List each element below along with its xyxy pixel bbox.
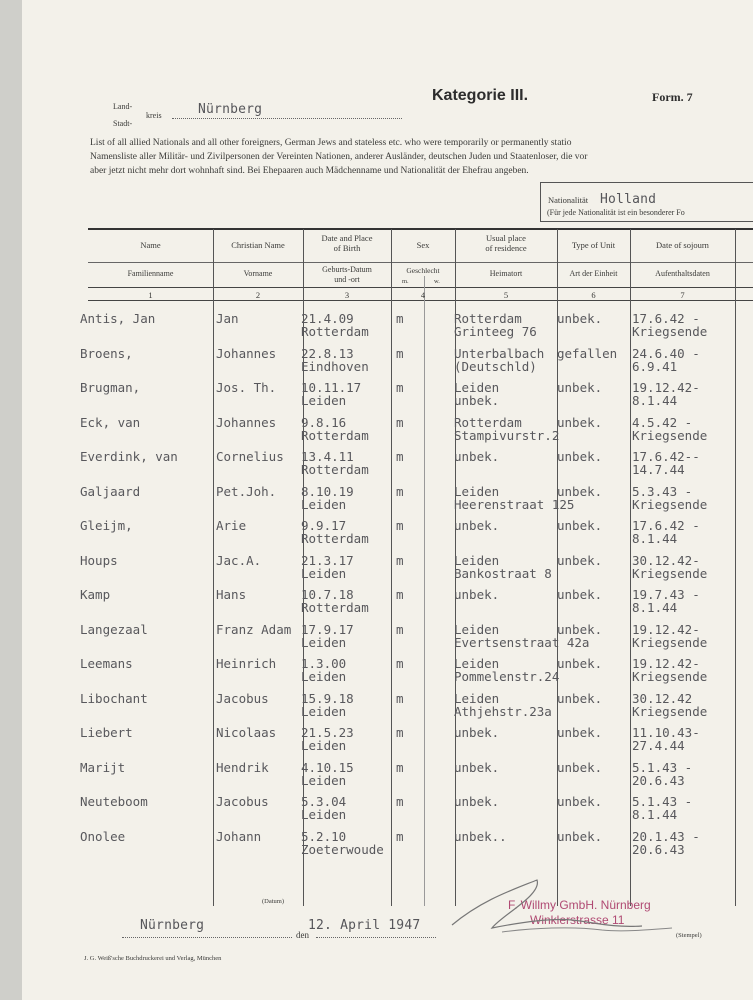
date-label: (Datum) — [262, 898, 285, 905]
intro-line-de: Namensliste aller Militär- und Zivilpersonen der Vereinten Nationen, anderer Ausländer, deutschen Juden und Staatenloser, die vor — [90, 152, 588, 162]
cell-sex: m — [396, 621, 404, 637]
cell-sojourn: 17.6.42-- 14.7.44 — [632, 449, 700, 477]
cell-residence: Leiden Athjehstr.23a — [454, 690, 552, 719]
cell-name: Galjaard — [80, 483, 141, 499]
cell-birth: 8.10.19 Leiden — [301, 483, 354, 512]
cell-sex: m — [396, 552, 404, 568]
cell-sex: m — [396, 725, 404, 740]
col-number-6: 6 — [591, 290, 596, 300]
col-header-sex-w: w. — [434, 278, 440, 285]
cell-vorname: Hans — [216, 587, 247, 602]
cell-birth: 17.9.17 Leiden — [301, 621, 354, 650]
col-header-sex-m: m. — [402, 278, 409, 285]
stamp-label: (Stempel) — [676, 932, 702, 939]
cell-vorname: Heinrich — [216, 656, 277, 671]
cell-name: Houps — [80, 552, 118, 568]
cell-sojourn: 5.3.43 - Kriegsende — [632, 483, 708, 512]
table-number-rule — [88, 300, 753, 301]
col-number-2: 2 — [255, 290, 261, 300]
cell-sojourn: 24.6.40 - 6.9.41 — [632, 345, 700, 374]
cell-unit: unbek. — [557, 828, 603, 844]
cell-unit: unbek. — [557, 483, 603, 499]
cell-sex: m — [396, 518, 404, 533]
cell-vorname: Franz Adam — [216, 621, 292, 637]
col-number-7: 7 — [680, 290, 685, 300]
cell-name: Neuteboom — [80, 794, 148, 809]
cell-residence: unbek. — [454, 725, 500, 740]
cell-residence: Leiden Evertsenstraat 42a — [454, 621, 590, 650]
cell-name: Liebert — [80, 725, 133, 740]
land-label: Land- — [113, 102, 133, 111]
cell-birth: 13.4.11 Rotterdam — [301, 449, 369, 477]
cell-unit: unbek. — [557, 656, 603, 671]
col-header-sex-de: Geschlecht — [406, 266, 440, 275]
cell-unit: unbek. — [557, 449, 603, 464]
col-header-vorname-de: Vorname — [243, 269, 273, 278]
cell-unit: unbek. — [557, 380, 603, 395]
kreis-underline — [172, 118, 402, 119]
cell-sojourn: 20.1.43 - 20.6.43 — [632, 828, 700, 857]
col-header-birth-en: Date and Place of Birth — [321, 233, 373, 253]
cell-name: Libochant — [80, 690, 148, 706]
signature-mark — [442, 870, 702, 940]
cell-unit: unbek. — [557, 759, 603, 775]
cell-sex: m — [396, 794, 404, 809]
cell-residence: unbek. — [454, 794, 500, 809]
col-number-5: 5 — [503, 290, 509, 300]
cell-birth: 21.4.09 Rotterdam — [301, 311, 369, 339]
cell-residence: unbek. — [454, 449, 500, 464]
col-divider-6 — [630, 229, 631, 906]
nationality-label: Nationalität — [548, 195, 589, 205]
cell-residence: Unterbalbach (Deutschld) — [454, 345, 545, 374]
cell-name: Eck, van — [80, 414, 141, 430]
cell-vorname: Hendrik — [216, 759, 269, 775]
col-header-name-de: Familienname — [127, 269, 174, 278]
cell-sojourn: 19.12.42- 8.1.44 — [632, 380, 700, 408]
col-header-unit-de: Art der Einheit — [569, 269, 618, 278]
kreis-label: kreis — [146, 111, 162, 120]
cell-sojourn: 19.7.43 - 8.1.44 — [632, 587, 700, 615]
cell-vorname: Jacobus — [216, 794, 269, 809]
col-number-1: 1 — [148, 290, 153, 300]
cell-birth: 21.5.23 Leiden — [301, 725, 354, 753]
cell-vorname: Johann — [216, 828, 262, 844]
col-divider-3 — [391, 229, 392, 906]
cell-vorname: Johannes — [216, 414, 277, 430]
cell-birth: 4.10.15 Leiden — [301, 759, 354, 788]
cell-vorname: Cornelius — [216, 449, 284, 464]
cell-name: Kamp — [80, 587, 111, 602]
col-header-unit-en: Type of Unit — [571, 240, 616, 250]
cell-sex: m — [396, 656, 404, 671]
cell-sex: m — [396, 449, 404, 464]
cell-unit: unbek. — [557, 690, 603, 706]
place-underline — [122, 937, 292, 938]
cell-birth: 10.7.18 Rotterdam — [301, 587, 369, 615]
cell-vorname: Jos. Th. — [216, 380, 277, 395]
cell-vorname: Arie — [216, 518, 247, 533]
table-header-rule — [88, 287, 753, 288]
cell-sojourn: 5.1.43 - 8.1.44 — [632, 794, 693, 822]
cell-sojourn: 30.12.42- Kriegsende — [632, 552, 708, 581]
printer-credit: J. G. Weiß'sche Buchdruckerei und Verlag, München — [84, 955, 222, 962]
cell-sex: m — [396, 587, 404, 602]
cell-residence: Leiden Pommelenstr.24 — [454, 656, 560, 684]
table-top-rule — [88, 228, 753, 230]
intro-line-en: List of all allied Nationals and all other foreigners, German Jews and stateless etc. who were temporarily or permanently statio — [90, 138, 572, 148]
cell-sex: m — [396, 380, 404, 395]
cell-unit: unbek. — [557, 621, 603, 637]
cell-sojourn: 19.12.42- Kriegsende — [632, 656, 708, 684]
cell-sojourn: 17.6.42 - 8.1.44 — [632, 518, 700, 546]
cell-name: Langezaal — [80, 621, 148, 637]
cell-residence: unbek. — [454, 759, 500, 775]
nationality-value: Holland — [600, 192, 657, 207]
cell-residence: Rotterdam Stampivurstr.2 — [454, 414, 560, 443]
form-number: Form. 7 — [652, 90, 693, 104]
col-header-sojourn-en: Date of sojourn — [656, 240, 709, 250]
document-sheet — [22, 0, 753, 1000]
cell-birth: 5.2.10 Zoeterwoude — [301, 828, 384, 857]
cell-name: Brugman, — [80, 380, 141, 395]
cell-sojourn: 30.12.42 Kriegsende — [632, 690, 708, 719]
cell-birth: 9.9.17 Rotterdam — [301, 518, 369, 546]
cell-sex: m — [396, 759, 404, 775]
cell-name: Antis, Jan — [80, 311, 156, 326]
cell-name: Broens, — [80, 345, 133, 361]
cell-unit: unbek. — [557, 552, 603, 568]
cell-birth: 9.8.16 Rotterdam — [301, 414, 369, 443]
col-header-birth-de: Geburts-Datum und -ort — [322, 265, 372, 284]
stamp-line-2: Winklerstrasse 11 — [530, 913, 625, 927]
cell-birth: 22.8.13 Eindhoven — [301, 345, 369, 374]
cell-sex: m — [396, 414, 404, 430]
col-header-vorname-en: Christian Name — [231, 240, 285, 250]
col-divider-1 — [213, 229, 214, 906]
cell-sojourn: 5.1.43 - 20.6.43 — [632, 759, 693, 788]
cell-name: Marijt — [80, 759, 126, 775]
cell-sex: m — [396, 483, 404, 499]
cell-unit: unbek. — [557, 518, 603, 533]
footer-place: Nürnberg — [140, 918, 205, 933]
cell-name: Gleijm, — [80, 518, 133, 533]
cell-unit: unbek. — [557, 587, 603, 602]
cell-vorname: Jan — [216, 311, 239, 326]
date-underline — [316, 937, 436, 938]
cell-residence: unbek.. — [454, 828, 507, 844]
col-header-name-en: Name — [140, 240, 161, 250]
stadt-label: Stadt- — [113, 119, 133, 128]
cell-name: Leemans — [80, 656, 133, 671]
footer-date: 12. April 1947 — [308, 918, 421, 933]
cell-residence: Rotterdam Grinteeg 76 — [454, 311, 537, 339]
cell-sojourn: 19.12.42- Kriegsende — [632, 621, 708, 650]
cell-residence: Leiden Heerenstraat 125 — [454, 483, 575, 512]
nationality-note: (Für jede Nationalität ist ein besonderer Fo — [547, 208, 685, 217]
cell-sex: m — [396, 345, 404, 361]
cell-birth: 5.3.04 Leiden — [301, 794, 347, 822]
den-label: den — [296, 930, 309, 940]
cell-birth: 1.3.00 Leiden — [301, 656, 347, 684]
cell-sex: m — [396, 311, 404, 326]
cell-vorname: Jacobus — [216, 690, 269, 706]
cell-birth: 15.9.18 Leiden — [301, 690, 354, 719]
col-header-residence-en: Usual place of residence — [485, 233, 527, 253]
cell-unit: unbek. — [557, 794, 603, 809]
cell-sojourn: 4.5.42 - Kriegsende — [632, 414, 708, 443]
cell-vorname: Pet.Joh. — [216, 483, 277, 499]
stamp-line-1: F. Willmy GmbH. Nürnberg — [508, 898, 651, 912]
cell-vorname: Nicolaas — [216, 725, 277, 740]
cell-sex: m — [396, 828, 404, 844]
cell-vorname: Johannes — [216, 345, 277, 361]
cell-sojourn: 11.10.43- 27.4.44 — [632, 725, 700, 753]
cell-residence: Leiden unbek. — [454, 380, 500, 408]
col-number-3: 3 — [344, 290, 350, 300]
cell-residence: Leiden Bankostraat 8 — [454, 552, 552, 581]
col-divider-sex — [424, 276, 425, 906]
cell-vorname: Jac.A. — [216, 552, 262, 568]
cell-sex: m — [396, 690, 404, 706]
table-mid-rule — [88, 262, 753, 263]
cell-sojourn: 17.6.42 - Kriegsende — [632, 311, 708, 339]
col-header-residence-de: Heimatort — [489, 269, 523, 278]
intro-line-de-2: aber jetzt nicht mehr dort wohnhaft sind. Bei Ehepaaren auch Mädchenname und Nationalität der Ehefrau angeben. — [90, 166, 529, 176]
col-header-sex-en: Sex — [416, 240, 430, 250]
cell-residence: unbek. — [454, 587, 500, 602]
cell-unit: gefallen — [557, 345, 618, 361]
cell-birth: 10.11.17 Leiden — [301, 380, 362, 408]
cell-birth: 21.3.17 Leiden — [301, 552, 354, 581]
col-header-sojourn-de: Aufenthaltsdaten — [655, 269, 710, 278]
cell-residence: unbek. — [454, 518, 500, 533]
cell-unit: unbek. — [557, 725, 603, 740]
cell-name: Everdink, van — [80, 449, 178, 464]
kategorie-title: Kategorie III. — [432, 87, 529, 104]
kreis-value: Nürnberg — [198, 102, 263, 117]
cell-unit: unbek. — [557, 414, 603, 430]
cell-unit: unbek. — [557, 311, 603, 326]
col-number-4: 4 — [420, 290, 426, 300]
cell-name: Onolee — [80, 828, 126, 844]
col-divider-7 — [735, 229, 736, 906]
